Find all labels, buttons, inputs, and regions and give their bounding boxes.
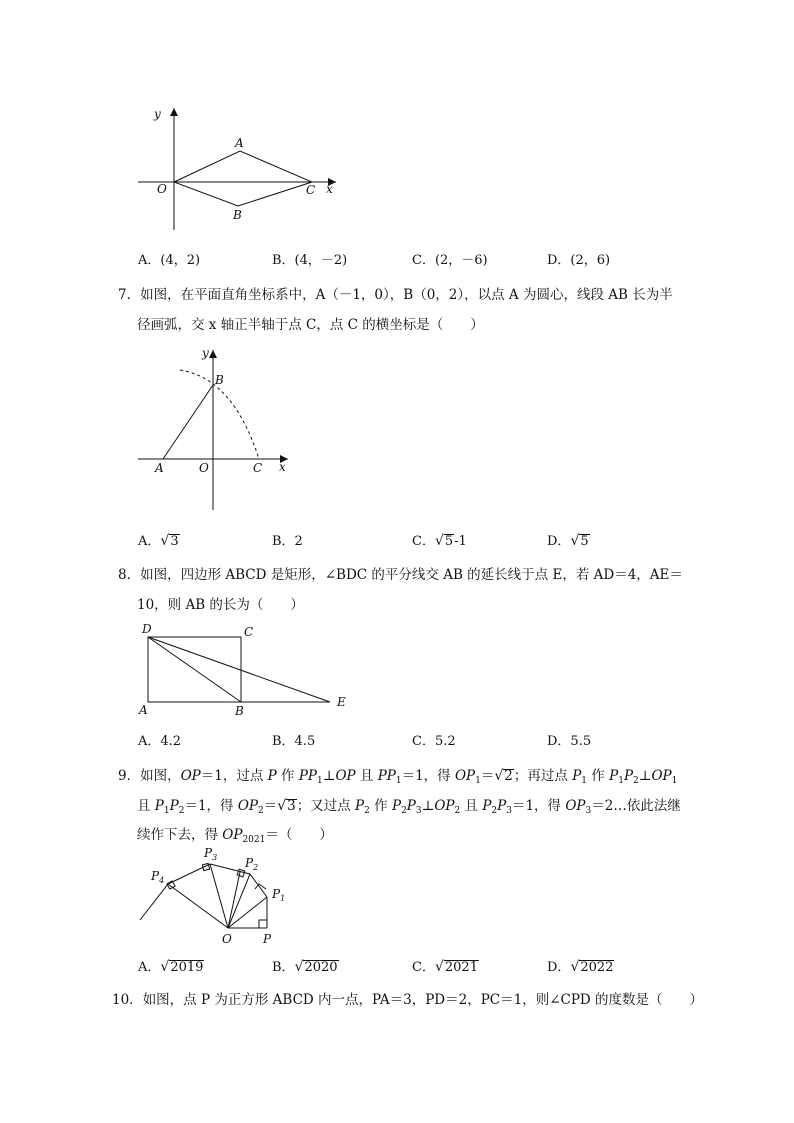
q9-l1-x: P xyxy=(623,768,634,784)
q7-option-d-radicand: 5 xyxy=(580,534,589,549)
fig6-label-x: x xyxy=(326,182,333,196)
q9-l2-a: 且 xyxy=(137,798,155,814)
fig6-label-o: O xyxy=(157,182,167,196)
fig8-label-e: E xyxy=(337,695,346,709)
fig9-label-p3: $P_3$ xyxy=(204,846,218,862)
q9-option-c[interactable] xyxy=(412,956,479,975)
sqrt-icon: √ xyxy=(434,959,444,975)
q7-option-c-suffix: -1 xyxy=(454,534,467,549)
q9-l2-x: 2 xyxy=(491,806,498,816)
q9-option-b-radicand: 2020 xyxy=(304,960,338,975)
q6-option-b[interactable]: B．(4，－2) xyxy=(272,253,348,268)
fig9-label-p2: $P_2$ xyxy=(245,856,259,872)
q9-l1-r: ；再过点 xyxy=(513,768,573,784)
q8-option-a[interactable]: A．4.2 xyxy=(138,734,182,749)
sqrt-icon: √ xyxy=(294,959,304,975)
q9-l1-a: 如图， xyxy=(140,768,181,784)
q9-l1-u: 作 xyxy=(587,768,610,784)
sqrt-icon: √ xyxy=(277,798,287,814)
fig8-label-b: B xyxy=(235,704,244,718)
q8-text-1: 如图，四边形 ABCD 是矩形，∠BDC 的平分线交 AB 的延长线于点 E，若 AD＝4，AE＝ xyxy=(140,567,683,583)
q9-l2-v: 且 xyxy=(460,798,483,814)
q9-l3-d: ＝（ ） xyxy=(265,827,333,843)
fig7-label-b: B xyxy=(215,373,224,387)
sqrt-icon: √ xyxy=(494,768,504,784)
fig9-label-p4: $P_4$ xyxy=(151,869,165,885)
q9-l1-c: ＝1，过点 xyxy=(200,768,268,784)
sqrt-icon: √ xyxy=(160,959,170,975)
q8-option-c[interactable]: C．5.2 xyxy=(412,734,456,749)
q6-option-c[interactable]: C．(2，－6) xyxy=(412,253,488,268)
q9-l2-aa: ＝1，得 xyxy=(511,798,566,814)
q9-l2-m: 2 xyxy=(364,806,370,816)
q9-l1-s: P xyxy=(572,768,582,784)
q9-l1-h: ⊥ xyxy=(322,768,336,784)
q9-l3-c: 2021 xyxy=(242,835,266,845)
q9-l2-f: ＝1，得 xyxy=(184,798,238,814)
q7-option-a-radicand: 3 xyxy=(170,534,179,549)
q9-l2-i: ＝ xyxy=(263,798,278,814)
fig7-label-x: x xyxy=(279,460,286,474)
q9-number: 9． xyxy=(118,768,141,784)
fig8-label-c: C xyxy=(244,625,254,639)
q9-l1-i: OP xyxy=(335,768,356,784)
fig7-label-y: y xyxy=(202,346,209,360)
q6-option-a[interactable]: A．(4，2) xyxy=(138,253,201,268)
q9-l1-f: PP xyxy=(298,768,317,784)
q9-l2-c: 1 xyxy=(163,806,170,816)
q9-option-c-prefix: C． xyxy=(412,960,435,975)
q7-option-c-radicand: 5 xyxy=(444,534,454,549)
q10-text: 如图，点 P 为正方形 ABCD 内一点，PA＝3，PD＝2，PC＝1，则∠CPD 的度数是（ ） xyxy=(142,992,704,1008)
q9-l2-p: 2 xyxy=(401,806,407,816)
q7-option-a-prefix: A． xyxy=(138,534,161,549)
q9-l1-p: ＝ xyxy=(480,768,495,784)
q9-option-b-prefix: B． xyxy=(272,960,295,975)
q9-l1-d: P xyxy=(267,768,277,784)
q9-l2-b: P xyxy=(154,798,164,814)
q7-option-d-prefix: D． xyxy=(547,534,571,549)
q9-l2-n: 作 xyxy=(369,798,392,814)
fig7-label-o: O xyxy=(199,461,209,475)
q10-text-line1 xyxy=(112,988,703,1008)
q9-l2-g: OP xyxy=(237,798,258,814)
q9-l2-d: P xyxy=(169,798,179,814)
q9-l2-h: 2 xyxy=(258,806,264,816)
q9-l1-q: 2 xyxy=(504,768,513,784)
fig6-label-c: C xyxy=(306,183,316,197)
sqrt-icon: √ xyxy=(434,533,444,549)
q9-l1-y: 2 xyxy=(633,776,639,786)
q9-option-a[interactable] xyxy=(138,956,204,975)
q9-l3-a: 续作下去，得 xyxy=(137,827,223,843)
q8-option-d[interactable]: D．5.5 xyxy=(547,734,592,749)
q9-l2-ab: OP xyxy=(565,798,586,814)
q9-l2-u: 2 xyxy=(454,806,461,816)
q9-option-d-prefix: D． xyxy=(547,960,571,975)
q9-l2-r: 3 xyxy=(415,806,422,816)
q10-number: 10． xyxy=(112,992,143,1008)
q8-number: 8． xyxy=(118,567,141,583)
q9-l1-o: 1 xyxy=(475,776,481,786)
q9-l1-n: OP xyxy=(454,768,476,784)
q9-l1-k: PP xyxy=(377,768,396,784)
fig6-label-y: y xyxy=(154,107,161,121)
q9-option-d-radicand: 2022 xyxy=(580,960,614,975)
q9-l1-b: OP xyxy=(180,768,201,784)
fig8-label-a: A xyxy=(139,703,148,717)
q9-option-d[interactable] xyxy=(547,956,614,975)
q9-l2-z: 3 xyxy=(506,806,512,816)
q9-l2-w: P xyxy=(482,798,492,814)
q9-option-b[interactable] xyxy=(272,956,339,975)
q9-l1-z: ⊥ xyxy=(638,768,652,784)
fig7-label-a: A xyxy=(155,461,164,475)
q9-l2-ac: 3 xyxy=(585,806,592,816)
q9-l2-y: P xyxy=(497,798,507,814)
q7-text-1: 如图，在平面直角坐标系中，A（－1，0），B（0，2），以点 A 为圆心，线段 AB 长为半 xyxy=(140,287,673,303)
q9-l1-l: 1 xyxy=(395,776,402,786)
fig9-label-o: O xyxy=(222,932,232,946)
fig9-label-p: P xyxy=(263,932,272,946)
q9-option-c-radicand: 2021 xyxy=(444,960,478,975)
q9-l1-e: 作 xyxy=(276,768,299,784)
q9-l2-q: P xyxy=(406,798,416,814)
q9-l2-ad: ＝2…依此法继 xyxy=(591,798,681,814)
q8-option-b[interactable]: B．4.5 xyxy=(272,734,316,749)
q9-l1-aa: OP xyxy=(651,768,672,784)
sqrt-icon: √ xyxy=(570,533,580,549)
q9-l1-j: 且 xyxy=(355,768,378,784)
q9-l1-ab: 1 xyxy=(671,776,678,786)
fig7-label-c: C xyxy=(253,461,263,475)
q9-l2-s: ⊥ xyxy=(421,798,435,814)
q9-l2-k: ；又过点 xyxy=(296,798,356,814)
q8-text-line2: 10，则 AB 的长为（ ） xyxy=(137,597,304,613)
q9-l2-l: P xyxy=(355,798,365,814)
q7-option-c-prefix: C． xyxy=(412,534,435,549)
q7-option-b[interactable]: B．2 xyxy=(272,534,303,549)
q9-option-a-radicand: 2019 xyxy=(170,960,204,975)
fig6-label-a: A xyxy=(235,136,244,150)
q9-l1-t: 1 xyxy=(581,776,588,786)
q9-l2-o: P xyxy=(391,798,402,814)
q7-text-line2: 径画弧，交 x 轴正半轴于点 C，点 C 的横坐标是（ ） xyxy=(137,317,484,333)
q9-l1-w: 1 xyxy=(618,776,624,786)
fig8-label-d: D xyxy=(142,622,152,636)
q9-l2-j: 3 xyxy=(287,798,296,814)
q9-l2-t: OP xyxy=(434,798,455,814)
q7-number: 7． xyxy=(118,287,141,303)
q9-l1-v: P xyxy=(609,768,619,784)
q6-option-d[interactable]: D．(2，6) xyxy=(547,253,611,268)
q9-l3-b: OP xyxy=(222,827,243,843)
q9-l2-e: 2 xyxy=(178,806,185,816)
q9-l1-g: 1 xyxy=(317,776,323,786)
q9-option-a-prefix: A． xyxy=(138,960,161,975)
fig6-label-b: B xyxy=(233,208,242,222)
sqrt-icon: √ xyxy=(570,959,580,975)
sqrt-icon: √ xyxy=(160,533,170,549)
fig9-label-p1: $P_1$ xyxy=(272,887,286,903)
q9-l1-m: ＝1，得 xyxy=(401,768,455,784)
